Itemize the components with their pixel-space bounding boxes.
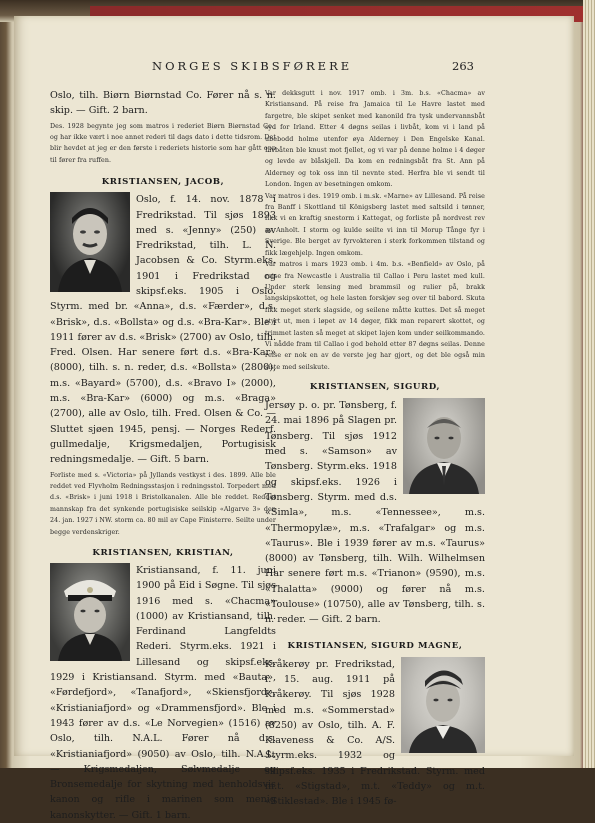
entry-heading-sigurd: KRISTIANSEN, SIGURD, xyxy=(309,382,441,393)
page-stack-edge xyxy=(583,0,595,768)
entry-body-sigurd: Jersøy p. o. pr. Tønsberg, f. 24. mai 1896 på Slagen pr. Tønsberg. Til sjøs 1912 med s. «Samson» av Tønsberg. Styrm.eks. 1918 og skipsf.eks. 1926 i Tønsberg. Styrm. med d.s. «Simla», m.s. «Tennessee», m.s. «Thermopylæ», m.s. «Trafalgar» og m.s. «Taurus». Ble i 1939 fører av m.s. «Taurus» (8000) av Tønsberg, tilh. Wilh. Wilhelmsen Har senere ført m.s. «Trianon» (9590), m.s. «Thalatta» (9000) og fører nå m.s. «Toulouse» (10750), alle av Tønsberg, tilh. s. n. reder. — Gift. 2 barn. xyxy=(265,400,485,626)
page-title: NORGES SKIBSFØRERE xyxy=(152,59,353,73)
page-number: 263 xyxy=(452,59,474,73)
entry-sigurd xyxy=(265,398,485,627)
entry-heading-kristian: KRISTIANSEN, KRISTIAN, xyxy=(92,548,234,558)
entry-kristian xyxy=(50,563,276,823)
right-column xyxy=(265,88,485,810)
entry-note-jacob: Forliste med s. «Victoria» på Jyllands vestkyst i des. 1899. Alle ble reddet ved Flyvholm Redningsstasjon i redningsstol. Torpedert med d.s. «Brisk» i juni 1918 i Bristolkanalen. Alle ble reddet. Reddet mannskap fra det synkende portugisiske seilskip «Algarve 3» den 24. jan. 1927 i NW. storm ca. 80 mil av Cape Finisterre. Seilte under begge verdenskriger. xyxy=(50,471,276,536)
entry-heading-sigurd-magne: KRISTIANSEN, SIGURD MAGNE, xyxy=(287,640,463,651)
entry-note-1: Var dekksgutt i nov. 1917 omb. i 3m. b.s. «Chacma» av Kristiansand. På reise fra Jamaica til Le Havre lastet med fargetre, ble skipet senket med kanonild fra tysk undervannsbåt syd for Irland. Etter 4 døgns seilas i livbåt, kom vi i land på ubebodd holme utenfor øya Alderney i Den Engelske Kanal. Livbåten ble knust mot fjellet, og vi var på denne holme i 4 døger og levde av blåskjell. Da kom en redningsbåt fra St. Ann på Alderney og tok oss inn til nevnte sted. Herfra ble vi sendt til London. Ingen av besetningen omkom. xyxy=(265,90,485,189)
portrait-photo-sigurd-magne xyxy=(401,657,485,753)
entry-note-3: Var matros i mars 1923 omb. i 4m. b.s. «Benfield» av Oslo, på reise fra Newcastle i Australia til Callao i Peru lastet med kull. Under sterk lensing med brammsil og rulier på, brakk langskipskottet, og hele lasten forskjøv seg over til babord. Skuta fikk meget sterk slagside, og seilene måtte kuttes. Det så meget styrt ut, men i løpet av 14 døger, fikk man reparert skottet, og trimmet lasten så meget at skipet lajen kom under seilkommando. Vi nådde fram til Callao i god behold etter 87 døgns seilas. Denne reise er nok en av de verste jeg har gjort, og det ble også min siste med seilskute. xyxy=(265,261,485,371)
entry-sigurd-magne xyxy=(265,657,485,810)
entry-body-sigurd-magne: Kråkerøy pr. Fredrikstad, f. 15. aug. 1911 på Kråkerøy. Til sjøs 1928 med m.s. «Sommerstad» (8250) av Oslo, tilh. A. F. Klaveness & Co. A/S. Styrm.eks. 1932 og skipsf.eks. 1935 i Fredrikstad. Styrm. med m.t. «Stigstad», m.t. «Teddy» og m.t. «Stiklestad». Ble i 1945 fø- xyxy=(265,658,485,808)
left-column xyxy=(50,88,276,823)
entry-body-kristian: Kristiansand, f. 11. juni 1900 på Eid i Søgne. Til sjøs 1916 med s. «Chacma» (1000) av Kristiansand, tilh. Ferdinand Langfeldts Rederi. Styrm.eks. 1921 i Lillesand og skipsf.eks. 1929 i Kristiansand. Styrm. med «Bauta», «Førdefjord», «Tanafjord», «Skiensfjord», «Kristianiafjord» og «Drammensfjord». Ble i 1943 fører av d.s. «Le Norvegien» (1516) av Oslo, tilh. N.A.L. Fører nå d.s. «Kristianiafjord» (9050) av Oslo, tilh. N.A.L. — Krigsmedaljen, Sølvmedalje og Bronsemedalje for skytning med henholdsvis kanon og rifle i marinen som menig kanonskytter. — Gift. 1 barn. xyxy=(50,565,276,821)
portrait-photo-kristian xyxy=(50,563,130,661)
entry-body-jacob: Oslo, f. 14. nov. 1878 i Fredrikstad. Til sjøs 1893 med s. «Jenny» (250) av Fredrikstad, tilh. L. N. Jacobsen & Co. Styrm.eks. 1901 i Fredrikstad og skipsf.eks. 1905 i Oslo. Styrm. med br. «Anna», d.s. «Færder», d.s. «Brisk», d.s. «Bollsta» og d.s. «Bra-Kar». Ble i 1911 fører av d.s. «Brisk» (2700) av Oslo, tilh. Fred. Olsen. Har senere ført d.s. «Bra-Kar» (8000), tilh. s. n. reder, d.s. «Bollsta» (2800), m.s. «Bayard» (5700), d.s. «Bravo I» (2000), m.s. «Bra-Kar» (6000) og m.s. «Braga» (2700), alle av Oslo, tilh. Fred. Olsen & Co. — Sluttet sjøen 1945, pensj. — Norges Rederf. gullmedalje, Krigsmedaljen, Portugisisk redningsmedalje. — Gift. 5 barn. xyxy=(50,194,276,466)
entry-note: Des. 1928 begynte jeg som matros i rederiet Biørn Biørnstad Co., og har ikke vært i noe annet rederi til dags dato i dette tidsrom. Det blir hevdet at jeg er den første i rederiets historie som har gått opp til fører fra ruffen. xyxy=(50,122,276,164)
portrait-photo-jacob xyxy=(50,192,130,292)
portrait-photo-sigurd xyxy=(403,398,485,494)
entry-heading-jacob: KRISTIANSEN, JACOB, xyxy=(101,177,225,188)
page-sheet xyxy=(14,16,574,821)
entry-continuation: Oslo, tilh. Biørn Biørnstad Co. Fører nå s. n. skip. — Gift. 2 barn. xyxy=(50,90,276,117)
entry-jacob xyxy=(50,192,276,538)
entry-note-2: Var matros i des. 1919 omb. i m.sk. «Marne» av Lillesand. På reise fra Banff i Skottland til Königsberg lastet med saltsild i tønner, fikk vi en kraftig snestorm i Kattegat, og forliste på nordvest rev av Anholt. I storm og kulde seilte vi inn til Morup Tånge fyr i Sverige. Ble berget av fyrvokteren i sterk forkommen tilstand og fikk lægehjelp. Ingen omkom. xyxy=(265,192,485,257)
